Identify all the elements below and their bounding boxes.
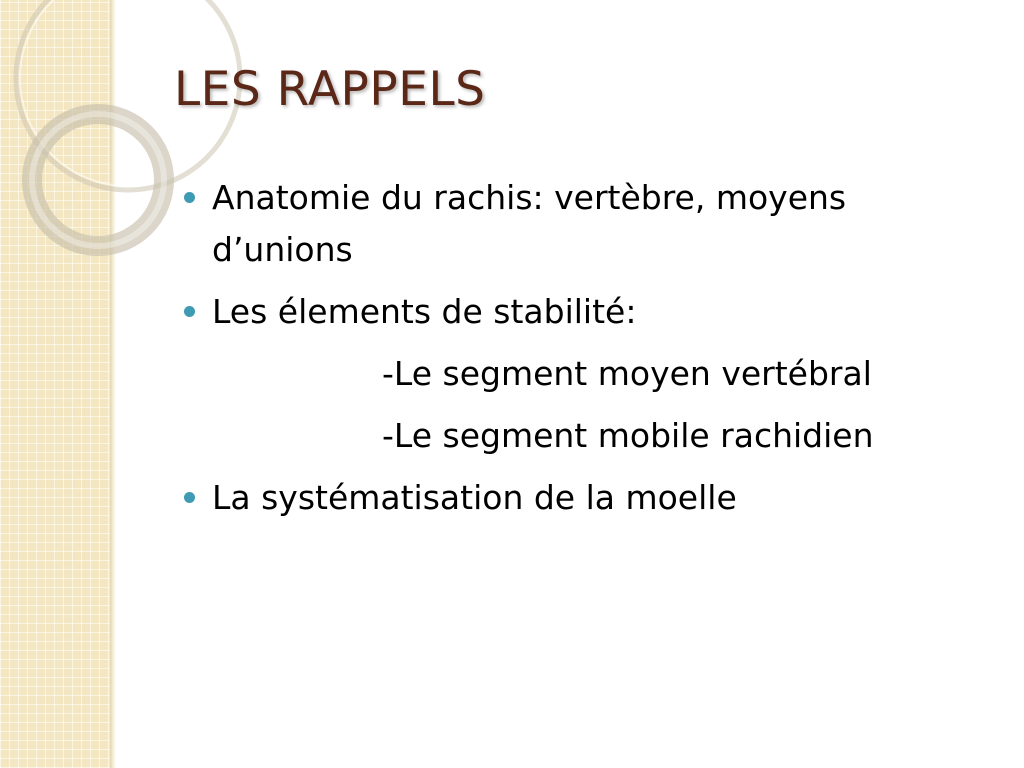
- list-subitem-text: -Le segment moyen vertébral: [382, 354, 872, 393]
- list-item-text: Anatomie du rachis: vertèbre, moyens: [212, 178, 847, 217]
- list-item: [184, 472, 974, 524]
- list-item: [184, 172, 974, 276]
- bullet-dot-icon: [184, 492, 195, 503]
- list-item-text: Les élements de stabilité:: [212, 292, 637, 331]
- list-item-text-continuation: d’unions: [212, 230, 353, 269]
- list-item-text: La systématisation de la moelle: [212, 478, 737, 517]
- slide-title: LES RAPPELS: [174, 62, 486, 117]
- list-subitem-text: -Le segment mobile rachidien: [382, 416, 874, 455]
- bullet-dot-icon: [184, 192, 195, 203]
- bullet-list: [184, 172, 974, 534]
- list-item: [184, 286, 974, 462]
- bullet-dot-icon: [184, 306, 195, 317]
